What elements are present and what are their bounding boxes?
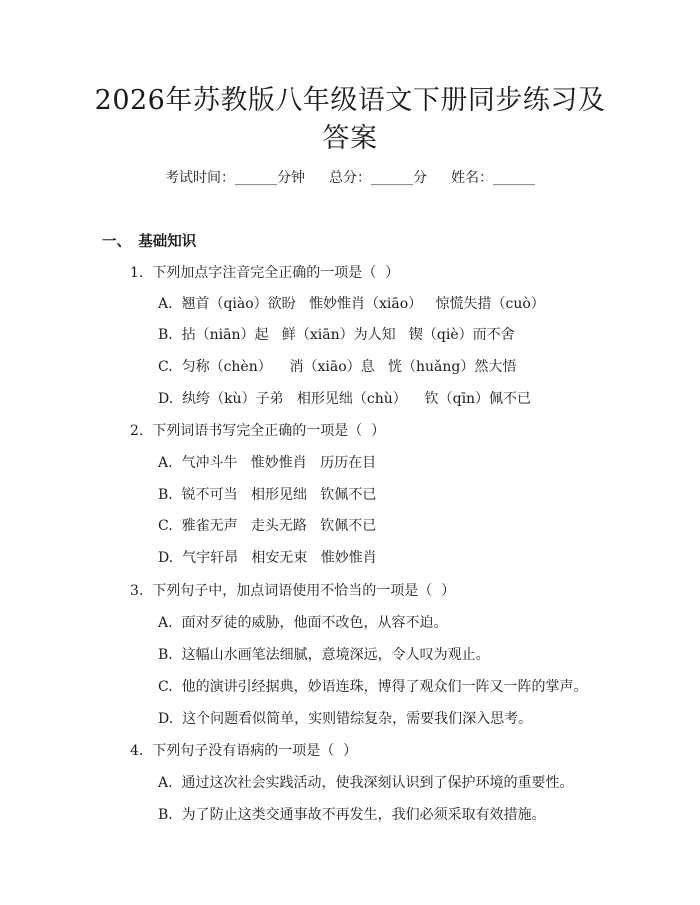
exam-time-field: 考试时间：______分钟	[165, 170, 305, 186]
question-option: C. 他的演讲引经据典，妙语连珠，博得了观众们一阵又一阵的掌声。	[158, 679, 588, 695]
question-stem: 1. 下列加点字注音完全正确的一项是（ ）	[130, 265, 400, 281]
question-option: A. 翘首（qiào）欲盼 惟妙惟肖（xiāo） 惊慌失措（cuò）	[158, 296, 545, 312]
section-heading: 一、 基础知识	[102, 233, 197, 250]
question-option: B. 这幅山水画笔法细腻，意境深远，令人叹为观止。	[158, 647, 490, 663]
question-option: B. 拈（niān）起 鲜（xiān）为人知 锲（qiè）而不舍	[158, 327, 515, 343]
question-option: D. 气宇轩昂 相安无束 惟妙惟肖	[158, 550, 377, 566]
question-option: B. 为了防止这类交通事故不再发生，我们必须采取有效措施。	[158, 807, 546, 823]
question-stem: 3. 下列句子中，加点词语使用不恰当的一项是（ ）	[130, 583, 456, 599]
exam-info-line	[0, 167, 700, 187]
question-stem: 2. 下列词语书写完全正确的一项是（ ）	[130, 423, 386, 439]
document-title: 2026年苏教版八年级语文下册同步练习及答案	[94, 85, 606, 154]
question-option: D. 这个问题看似简单，实则错综复杂，需要我们深入思考。	[158, 711, 533, 727]
question-stem: 4. 下列句子没有语病的一项是（ ）	[130, 743, 358, 759]
student-name-field: 姓名：______	[451, 170, 535, 186]
question-option: A. 气冲斗牛 惟妙惟肖 历历在目	[158, 455, 377, 471]
question-option: C. 雅雀无声 走头无路 钦佩不已	[158, 518, 377, 534]
question-option: A. 面对歹徒的威胁，他面不改色，从容不迫。	[158, 615, 448, 631]
question-option: A. 通过这次社会实践活动，使我深刻认识到了保护环境的重要性。	[158, 775, 574, 791]
question-option: C. 匀称（chèn） 消（xiāo）息 恍（huǎng）然大悟	[158, 359, 517, 375]
question-option: D. 纨绔（kù）子弟 相形见绌（chù） 钦（qīn）佩不已	[158, 391, 532, 407]
total-score-field: 总分：______分	[329, 170, 427, 186]
question-option: B. 锐不可当 相形见绌 钦佩不已	[158, 487, 377, 503]
